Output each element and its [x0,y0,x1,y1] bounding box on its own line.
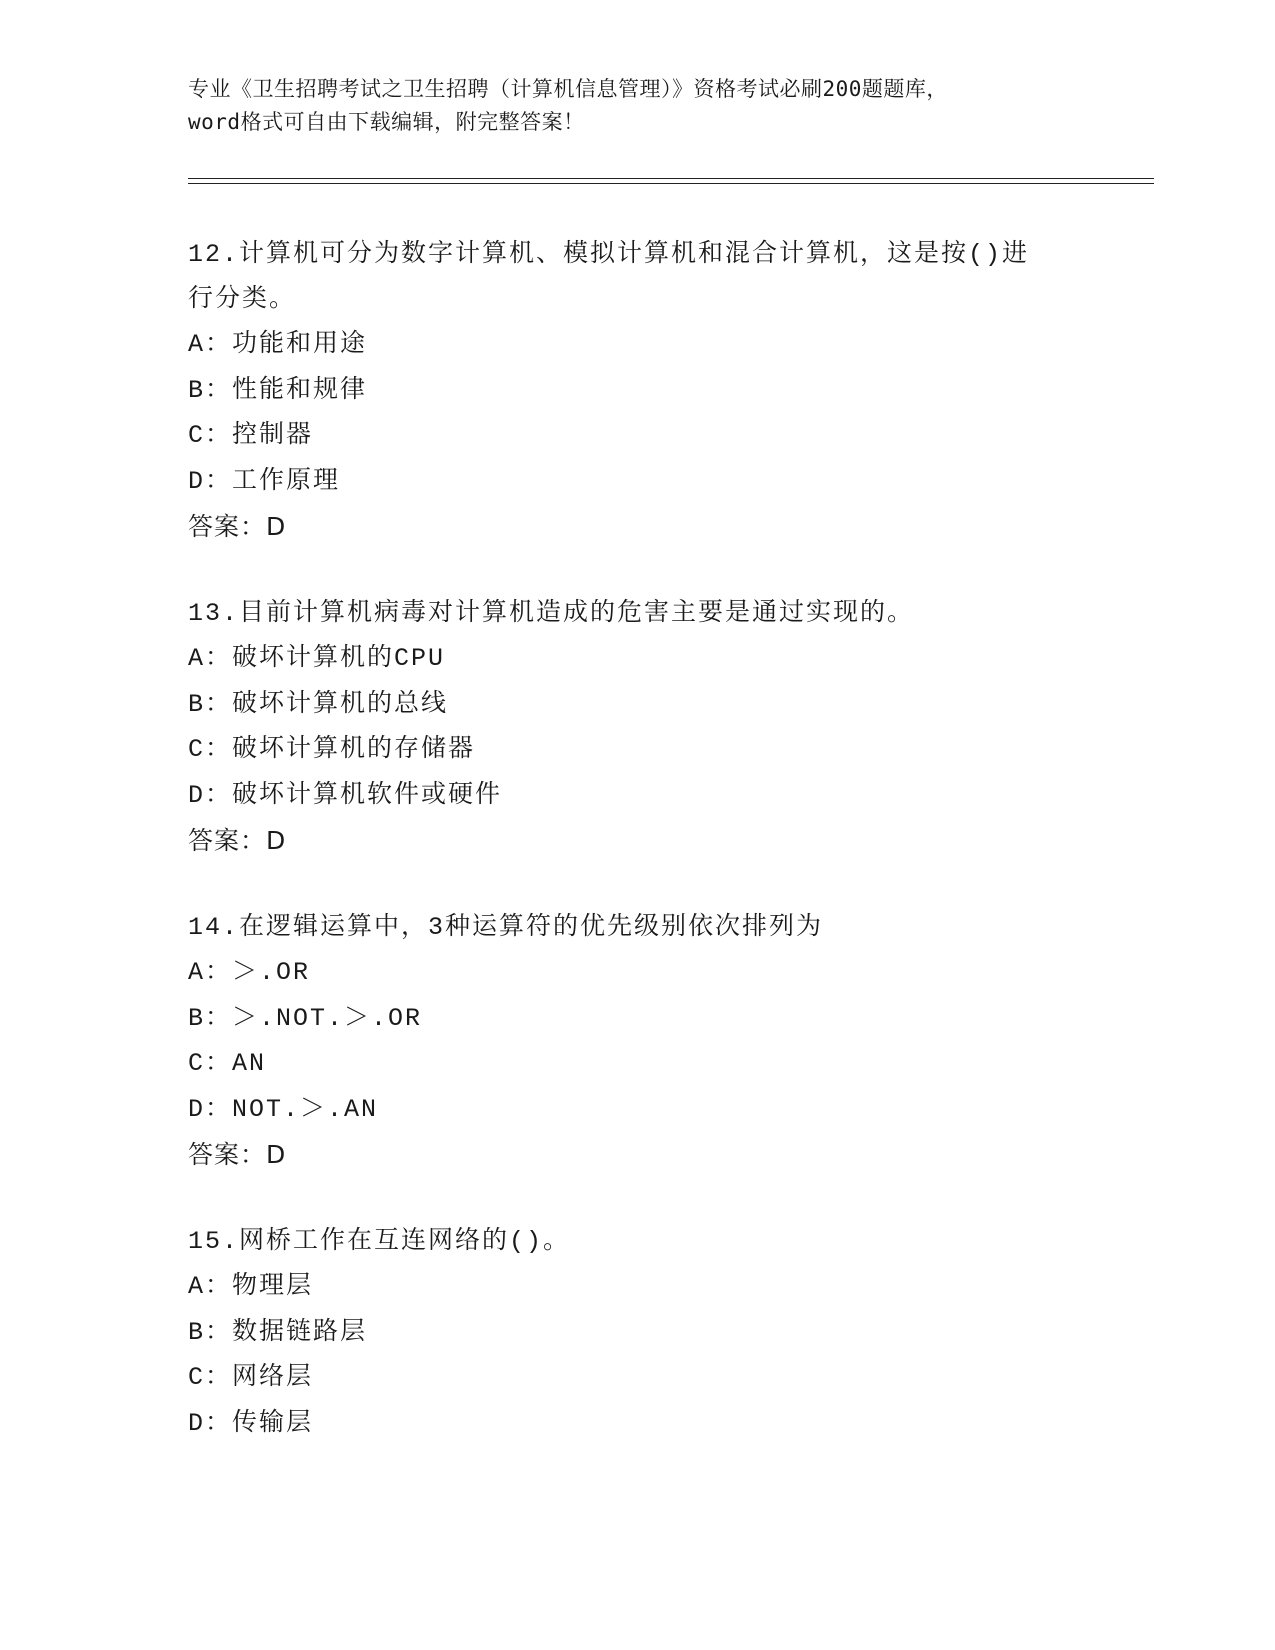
document-header [188,73,1088,139]
option-c: C：网络层 [188,1363,314,1392]
option-a: A：功能和用途 [188,330,368,359]
question-text: 14.在逻辑运算中，3种运算符的优先级别依次排列为 [188,913,824,942]
answer: 答案：D [188,826,287,855]
header-title-line-2: word格式可自由下载编辑，附完整答案！ [188,110,585,134]
header-title-line-1: 专业《卫生招聘考试之卫生招聘（计算机信息管理）》资格考试必刷200题题库， [188,77,948,101]
option-a: A：＞.OR [188,958,311,987]
question-list [188,232,1088,1487]
option-c: C：破坏计算机的存储器 [188,735,476,764]
question-13 [188,591,1088,864]
answer: 答案：D [188,512,287,541]
option-d: D：工作原理 [188,466,341,496]
question-text: 12.计算机可分为数字计算机、模拟计算机和混合计算机，这是按()进 行分类。 [188,240,1030,314]
option-b: B：数据链路层 [188,1317,368,1347]
option-b: B：性能和规律 [188,375,368,405]
header-divider-bottom [188,183,1154,184]
question-12 [188,232,1088,550]
option-a: A：破坏计算机的CPU [188,644,446,673]
option-c: C：控制器 [188,421,314,450]
option-d: D：破坏计算机软件或硬件 [188,780,503,810]
option-b: B：破坏计算机的总线 [188,689,449,719]
question-14 [188,905,1088,1178]
option-d: D：NOT.＞.AN [188,1094,379,1124]
option-b: B：＞.NOT.＞.OR [188,1003,423,1033]
answer: 答案：D [188,1140,287,1169]
header-divider-top [188,178,1154,179]
option-c: C：AN [188,1049,267,1078]
option-d: D：传输层 [188,1408,314,1438]
option-a: A：物理层 [188,1272,314,1301]
question-text: 13.目前计算机病毒对计算机造成的危害主要是通过实现的。 [188,599,915,628]
question-15 [188,1219,1088,1446]
question-text: 15.网桥工作在互连网络的()。 [188,1227,571,1256]
